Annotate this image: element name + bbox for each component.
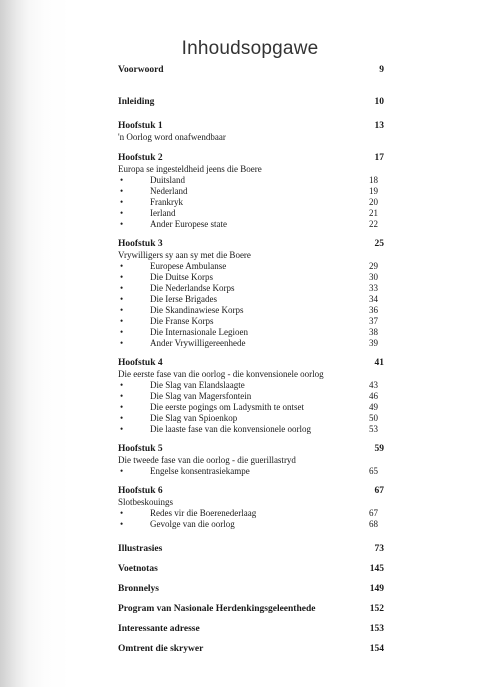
toc-entry-text: Die Ierse Brigades	[150, 294, 217, 304]
toc-entry-text: Omtrent die skrywer	[118, 644, 204, 654]
toc-entry-text: Die tweede fase van die oorlog - die guerillastryd	[118, 455, 296, 465]
toc-page-number: 25	[374, 239, 384, 249]
toc-entry-text: 'n Oorlog word onafwendbaar	[118, 132, 226, 142]
toc-heading	[118, 563, 384, 575]
toc-entry-text: Frankryk	[150, 197, 183, 207]
toc-page-number: 73	[374, 544, 384, 554]
toc-page-number: 10	[374, 97, 384, 107]
bullet-icon: •	[120, 305, 124, 315]
toc-page-number: 29	[369, 261, 378, 271]
toc-page-number: 43	[369, 380, 378, 390]
toc-page-number: 46	[369, 391, 378, 401]
bullet-icon: •	[120, 186, 124, 196]
toc-entry-text: Redes vir die Boerenederlaag	[150, 508, 257, 518]
toc-page-number: 152	[369, 604, 384, 614]
toc-entry-text: Hoofstuk 1	[118, 121, 163, 131]
toc-page-number: 149	[369, 584, 384, 594]
toc-entry-text: Die Slag van Elandslaagte	[150, 380, 245, 390]
bullet-icon: •	[120, 391, 124, 401]
toc-page-number: 22	[369, 219, 378, 229]
toc-page-number: 34	[369, 294, 378, 304]
toc-page-number: 59	[374, 444, 384, 454]
toc-page-number: 37	[369, 316, 378, 326]
toc-entry-text: Voetnotas	[118, 564, 158, 574]
toc-page-number: 36	[369, 305, 378, 315]
toc-entry-text: Die Franse Korps	[150, 316, 214, 326]
toc-entry-text: Europese Ambulanse	[150, 261, 227, 271]
toc-page-number: 65	[369, 466, 378, 476]
toc-entry-text: Gevolge van die oorlog	[150, 519, 235, 529]
toc-entry-text: Hoofstuk 6	[118, 486, 163, 496]
toc-entry-text: Interessante adresse	[118, 624, 200, 634]
toc-page-number: 153	[369, 624, 384, 634]
toc-entry-text: Ierland	[150, 208, 176, 218]
toc-entry-text: Hoofstuk 4	[118, 358, 163, 368]
toc-entry-text: Die Slag van Spioenkop	[150, 413, 238, 423]
toc-entry-text: Nederland	[150, 186, 188, 196]
toc-page-number: 67	[374, 486, 384, 496]
toc-entry-text: Engelse konsentrasiekampe	[150, 466, 250, 476]
toc-entry-text: Program van Nasionale Herdenkingsgeleenthede	[118, 604, 316, 614]
toc-entry-text: Die Slag van Magersfontein	[150, 391, 252, 401]
toc-page-number: 33	[369, 283, 378, 293]
toc-entry-text: Ander Europese state	[150, 219, 227, 229]
toc-page-number: 17	[374, 153, 384, 163]
toc-page-number: 20	[369, 197, 378, 207]
toc-page-number: 154	[369, 644, 384, 654]
bullet-icon: •	[120, 283, 124, 293]
toc-item	[118, 465, 384, 477]
toc-heading	[118, 96, 384, 108]
bullet-icon: •	[120, 508, 124, 518]
toc-entry-text: Voorwoord	[118, 65, 164, 75]
bullet-icon: •	[120, 380, 124, 390]
toc-heading	[118, 583, 384, 595]
toc-entry-text: Hoofstuk 2	[118, 153, 163, 163]
toc-entry-text: Die laaste fase van die konvensionele oorlog	[150, 424, 311, 434]
toc-page-number: 41	[374, 358, 384, 368]
bullet-icon: •	[120, 208, 124, 218]
toc-item	[118, 218, 384, 230]
toc-entry-text: Slotbeskouings	[118, 497, 174, 507]
bullet-icon: •	[120, 466, 124, 476]
toc-entry-text: Die Nederlandse Korps	[150, 283, 235, 293]
bullet-icon: •	[120, 316, 124, 326]
bullet-icon: •	[120, 197, 124, 207]
bullet-icon: •	[120, 294, 124, 304]
toc-page-number: 19	[369, 186, 378, 196]
bullet-icon: •	[120, 327, 124, 337]
toc-heading	[118, 64, 384, 76]
bullet-icon: •	[120, 519, 124, 529]
toc-item	[118, 518, 384, 530]
toc-entry-text: Inleiding	[118, 97, 155, 107]
bullet-icon: •	[120, 424, 124, 434]
toc-entry-text: Die Internasionale Legioen	[150, 327, 248, 337]
toc-entry-text: Bronnelys	[118, 584, 160, 594]
bullet-icon: •	[120, 272, 124, 282]
bullet-icon: •	[120, 219, 124, 229]
bullet-icon: •	[120, 338, 124, 348]
toc-page-number: 18	[369, 175, 378, 185]
toc-page-number: 9	[379, 65, 384, 75]
toc-subtitle	[118, 131, 384, 143]
bullet-icon: •	[120, 261, 124, 271]
toc-page-number: 39	[369, 338, 378, 348]
toc-page-number: 21	[369, 208, 378, 218]
toc-entry-text: Europa se ingesteldheid jeens die Boere	[118, 164, 262, 174]
toc-entry-text: Hoofstuk 5	[118, 444, 163, 454]
toc-entry-text: Die eerste fase van die oorlog - die konvensionele oorlog	[118, 369, 324, 379]
toc-heading	[118, 643, 384, 655]
toc-item	[118, 337, 384, 349]
toc-page-number: 13	[374, 121, 384, 131]
toc-page-number: 30	[369, 272, 378, 282]
bullet-icon: •	[120, 175, 124, 185]
toc-entry-text: Hoofstuk 3	[118, 239, 163, 249]
toc-item	[118, 423, 384, 435]
toc-page-number: 68	[369, 519, 378, 529]
toc-entry-text: Illustrasies	[118, 544, 163, 554]
toc-heading	[118, 603, 384, 615]
toc-page-number: 50	[369, 413, 378, 423]
toc-entry-text: Die Duitse Korps	[150, 272, 213, 282]
toc-page-number: 49	[369, 402, 378, 412]
toc-page-number: 53	[369, 424, 378, 434]
toc-entry-text: Die eerste pogings om Ladysmith te ontset	[150, 402, 304, 412]
toc-heading	[118, 623, 384, 635]
toc-page-number: 67	[369, 508, 378, 518]
toc-entry-text: Ander Vrywilligereenhede	[150, 338, 246, 348]
toc-entry-text: Duitsland	[150, 175, 185, 185]
toc-entry-text: Die Skandinawiese Korps	[150, 305, 244, 315]
toc-heading	[118, 543, 384, 555]
bullet-icon: •	[120, 402, 124, 412]
toc-entry-text: Vrywilligers sy aan sy met die Boere	[118, 250, 251, 260]
toc-page-number: 38	[369, 327, 378, 337]
page-title: Inhoudsopgawe	[181, 38, 319, 59]
bullet-icon: •	[120, 413, 124, 423]
toc-page-number: 145	[369, 564, 384, 574]
